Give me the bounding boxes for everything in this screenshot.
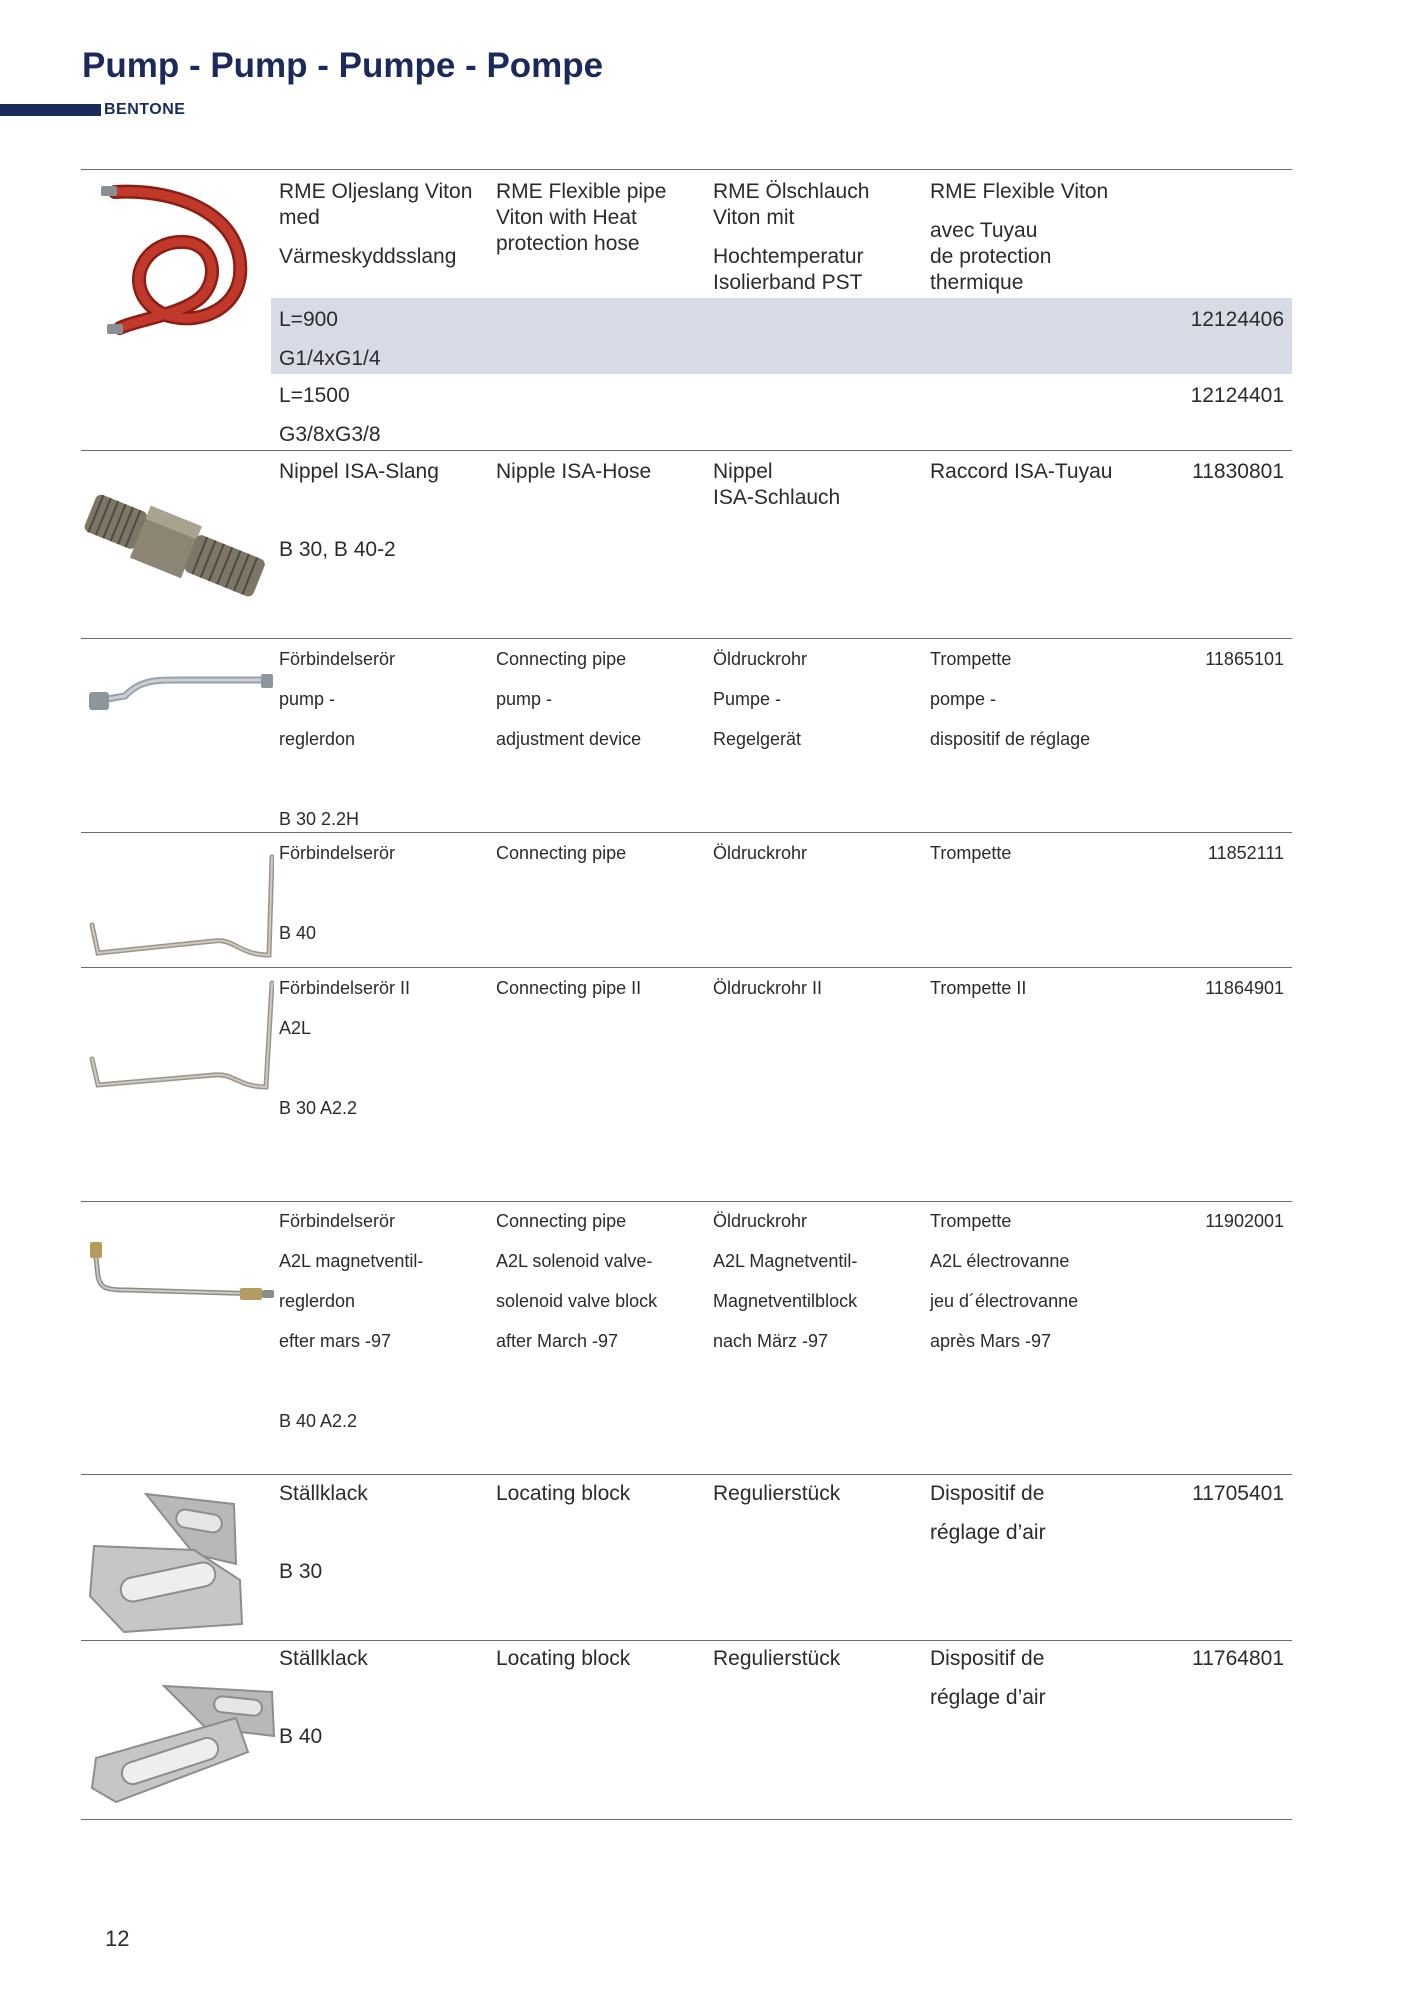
description-sv-line: Förbindelserör II (279, 978, 411, 998)
description-sv-line: Nippel ISA-Slang (279, 460, 439, 483)
description-de-line: Viton mit (713, 206, 795, 229)
model-applicability: B 30 A2.2 (279, 1098, 358, 1118)
description-en-line: after March -97 (496, 1331, 619, 1351)
description-de-line: Pumpe - (713, 689, 782, 709)
article-number: 11764801 (1192, 1647, 1284, 1670)
model-applicability: B 40 (279, 923, 317, 943)
description-fr-line: pompe - (930, 689, 997, 709)
article-number: 12124406 (1190, 308, 1284, 331)
table-divider (81, 450, 1292, 451)
variant-highlight-row (271, 298, 1292, 374)
description-de-line: A2L Magnetventil- (713, 1251, 858, 1271)
description-fr-line: avec Tuyau (930, 219, 1038, 242)
description-fr-line: dispositif de réglage (930, 729, 1091, 749)
description-de-line: RME Ölschlauch (713, 180, 870, 203)
description-sv-line: pump - (279, 689, 336, 709)
description-fr-line: Dispositif de (930, 1647, 1045, 1670)
model-applicability: B 40 A2.2 (279, 1411, 358, 1431)
description-sv-line: RME Oljeslang Viton (279, 180, 473, 203)
description-en-line: solenoid valve block (496, 1291, 658, 1311)
description-fr-line: Trompette (930, 1211, 1012, 1231)
article-number: 11830801 (1192, 460, 1284, 483)
description-fr-line: Trompette II (930, 978, 1027, 998)
description-de-line: Hochtemperatur (713, 245, 864, 268)
description-en-line: Connecting pipe (496, 649, 627, 669)
description-fr-line: RME Flexible Viton (930, 180, 1109, 203)
description-de-line: nach März -97 (713, 1331, 829, 1351)
description-fr-line: A2L électrovanne (930, 1251, 1070, 1271)
model-applicability: B 30, B 40-2 (279, 538, 396, 561)
table-divider (81, 967, 1292, 968)
description-sv-line: efter mars -97 (279, 1331, 392, 1351)
connecting-pipe-image (85, 668, 275, 718)
description-sv-line: A2L (279, 1018, 312, 1038)
page-number: 12 (105, 1926, 130, 1951)
variant-length: L=900 (279, 308, 338, 331)
description-de-line: Regelgerät (713, 729, 802, 749)
description-en-line: A2L solenoid valve- (496, 1251, 653, 1271)
article-number: 11705401 (1192, 1482, 1284, 1505)
description-de-line: Öldruckrohr (713, 649, 808, 669)
description-de-line: Nippel (713, 460, 773, 483)
variant-thread: G3/8xG3/8 (279, 423, 381, 446)
article-number: 11852111 (1207, 843, 1284, 863)
page-title: Pump - Pump - Pumpe - Pompe (82, 46, 604, 85)
table-divider (81, 1819, 1292, 1820)
table-divider (81, 638, 1292, 639)
article-number: 11865101 (1205, 649, 1284, 669)
description-en-line: Locating block (496, 1647, 631, 1670)
description-fr-line: jeu d´électrovanne (930, 1291, 1079, 1311)
description-en-line: adjustment device (496, 729, 642, 749)
description-en-line: Connecting pipe (496, 843, 627, 863)
description-sv-line: Ställklack (279, 1647, 368, 1670)
variant-length: L=1500 (279, 384, 350, 407)
description-en-line: Viton with Heat (496, 206, 637, 229)
description-sv-line: Ställklack (279, 1482, 368, 1505)
variant-thread: G1/4xG1/4 (279, 347, 381, 370)
model-applicability: B 30 2.2H (279, 809, 360, 829)
article-number: 12124401 (1190, 384, 1284, 407)
description-en-line: pump - (496, 689, 553, 709)
flexible-hose-image (95, 180, 267, 342)
table-divider (81, 1640, 1292, 1641)
description-fr-line: réglage d’air (930, 1686, 1046, 1709)
locating-block-image (86, 1678, 276, 1808)
connecting-pipe-image (84, 845, 274, 965)
brand-bar (0, 104, 101, 116)
description-fr-line: Trompette (930, 649, 1012, 669)
description-en-line: protection hose (496, 232, 640, 255)
description-sv-line: med (279, 206, 320, 229)
description-de-line: ISA-Schlauch (713, 486, 841, 509)
description-fr-line: Dispositif de (930, 1482, 1045, 1505)
article-number: 11864901 (1205, 978, 1284, 998)
description-fr-line: après Mars -97 (930, 1331, 1052, 1351)
description-en-line: Connecting pipe II (496, 978, 642, 998)
description-fr-line: de protection (930, 245, 1052, 268)
description-de-line: Öldruckrohr (713, 843, 808, 863)
description-en-line: RME Flexible pipe (496, 180, 667, 203)
table-divider (81, 832, 1292, 833)
description-fr-line: Raccord ISA-Tuyau (930, 460, 1113, 483)
table-divider (81, 1474, 1292, 1475)
model-applicability: B 40 (279, 1725, 323, 1748)
description-sv-line: reglerdon (279, 1291, 356, 1311)
description-de-line: Isolierband PST (713, 271, 863, 294)
connecting-pipe-image (84, 975, 274, 1100)
description-en-line: Nipple ISA-Hose (496, 460, 652, 483)
description-sv-line: reglerdon (279, 729, 356, 749)
nipple-image (78, 478, 274, 613)
description-de-line: Regulierstück (713, 1647, 841, 1670)
description-fr-line: réglage d’air (930, 1521, 1046, 1544)
description-de-line: Öldruckrohr (713, 1211, 808, 1231)
article-number: 11902001 (1205, 1211, 1284, 1231)
brand-label: BENTONE (104, 101, 186, 118)
description-de-line: Regulierstück (713, 1482, 841, 1505)
model-applicability: B 30 (279, 1560, 323, 1583)
description-sv-line: Värmeskyddsslang (279, 245, 457, 268)
locating-block-image (84, 1484, 244, 1636)
description-en-line: Connecting pipe (496, 1211, 627, 1231)
table-divider (81, 1201, 1292, 1202)
description-de-line: Öldruckrohr II (713, 978, 823, 998)
description-fr-line: Trompette (930, 843, 1012, 863)
table-divider (81, 169, 1292, 170)
description-sv-line: A2L magnetventil- (279, 1251, 424, 1271)
description-sv-line: Förbindelserör (279, 649, 396, 669)
description-en-line: Locating block (496, 1482, 631, 1505)
description-de-line: Magnetventilblock (713, 1291, 858, 1311)
description-sv-line: Förbindelserör (279, 1211, 396, 1231)
description-fr-line: thermique (930, 271, 1024, 294)
description-sv-line: Förbindelserör (279, 843, 396, 863)
connecting-pipe-image (86, 1238, 278, 1308)
